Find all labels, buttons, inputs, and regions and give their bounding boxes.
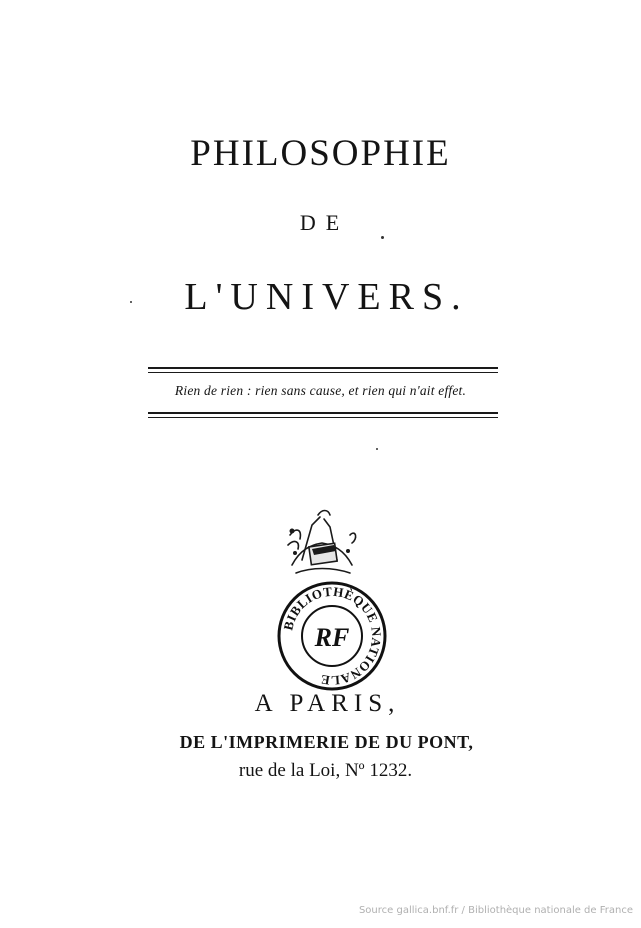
double-rule-bottom-thin (148, 417, 498, 418)
title-line-univers: L'UNIVERS. (184, 276, 469, 318)
title-line-philosophie: PHILOSOPHIE (190, 133, 451, 174)
ink-speck (130, 301, 132, 303)
source-attribution: Source gallica.bnf.fr / Bibliothèque nationale de France (358, 905, 633, 916)
title-line-de: DE (299, 210, 350, 235)
printers-ornament-icon (282, 505, 362, 580)
double-rule-top (148, 367, 498, 369)
imprint-printer: DE L'IMPRIMERIE DE DU PONT, (179, 732, 474, 752)
double-rule-bottom (148, 412, 498, 414)
ink-speck (376, 448, 378, 450)
double-rule-top-thin (148, 372, 498, 373)
stamp-monogram: RF (314, 623, 350, 652)
stamp-text: BIBLIOTHÈQUE NATIONALE (280, 583, 385, 689)
library-stamp-icon (276, 580, 388, 692)
epigraph: Rien de rien : rien sans cause, et rien qui n'ait effet. (174, 383, 467, 398)
imprint-city: A PARIS, (254, 690, 401, 717)
imprint-address: rue de la Loi, Nº 1232. (238, 760, 413, 781)
ink-speck (381, 236, 384, 239)
